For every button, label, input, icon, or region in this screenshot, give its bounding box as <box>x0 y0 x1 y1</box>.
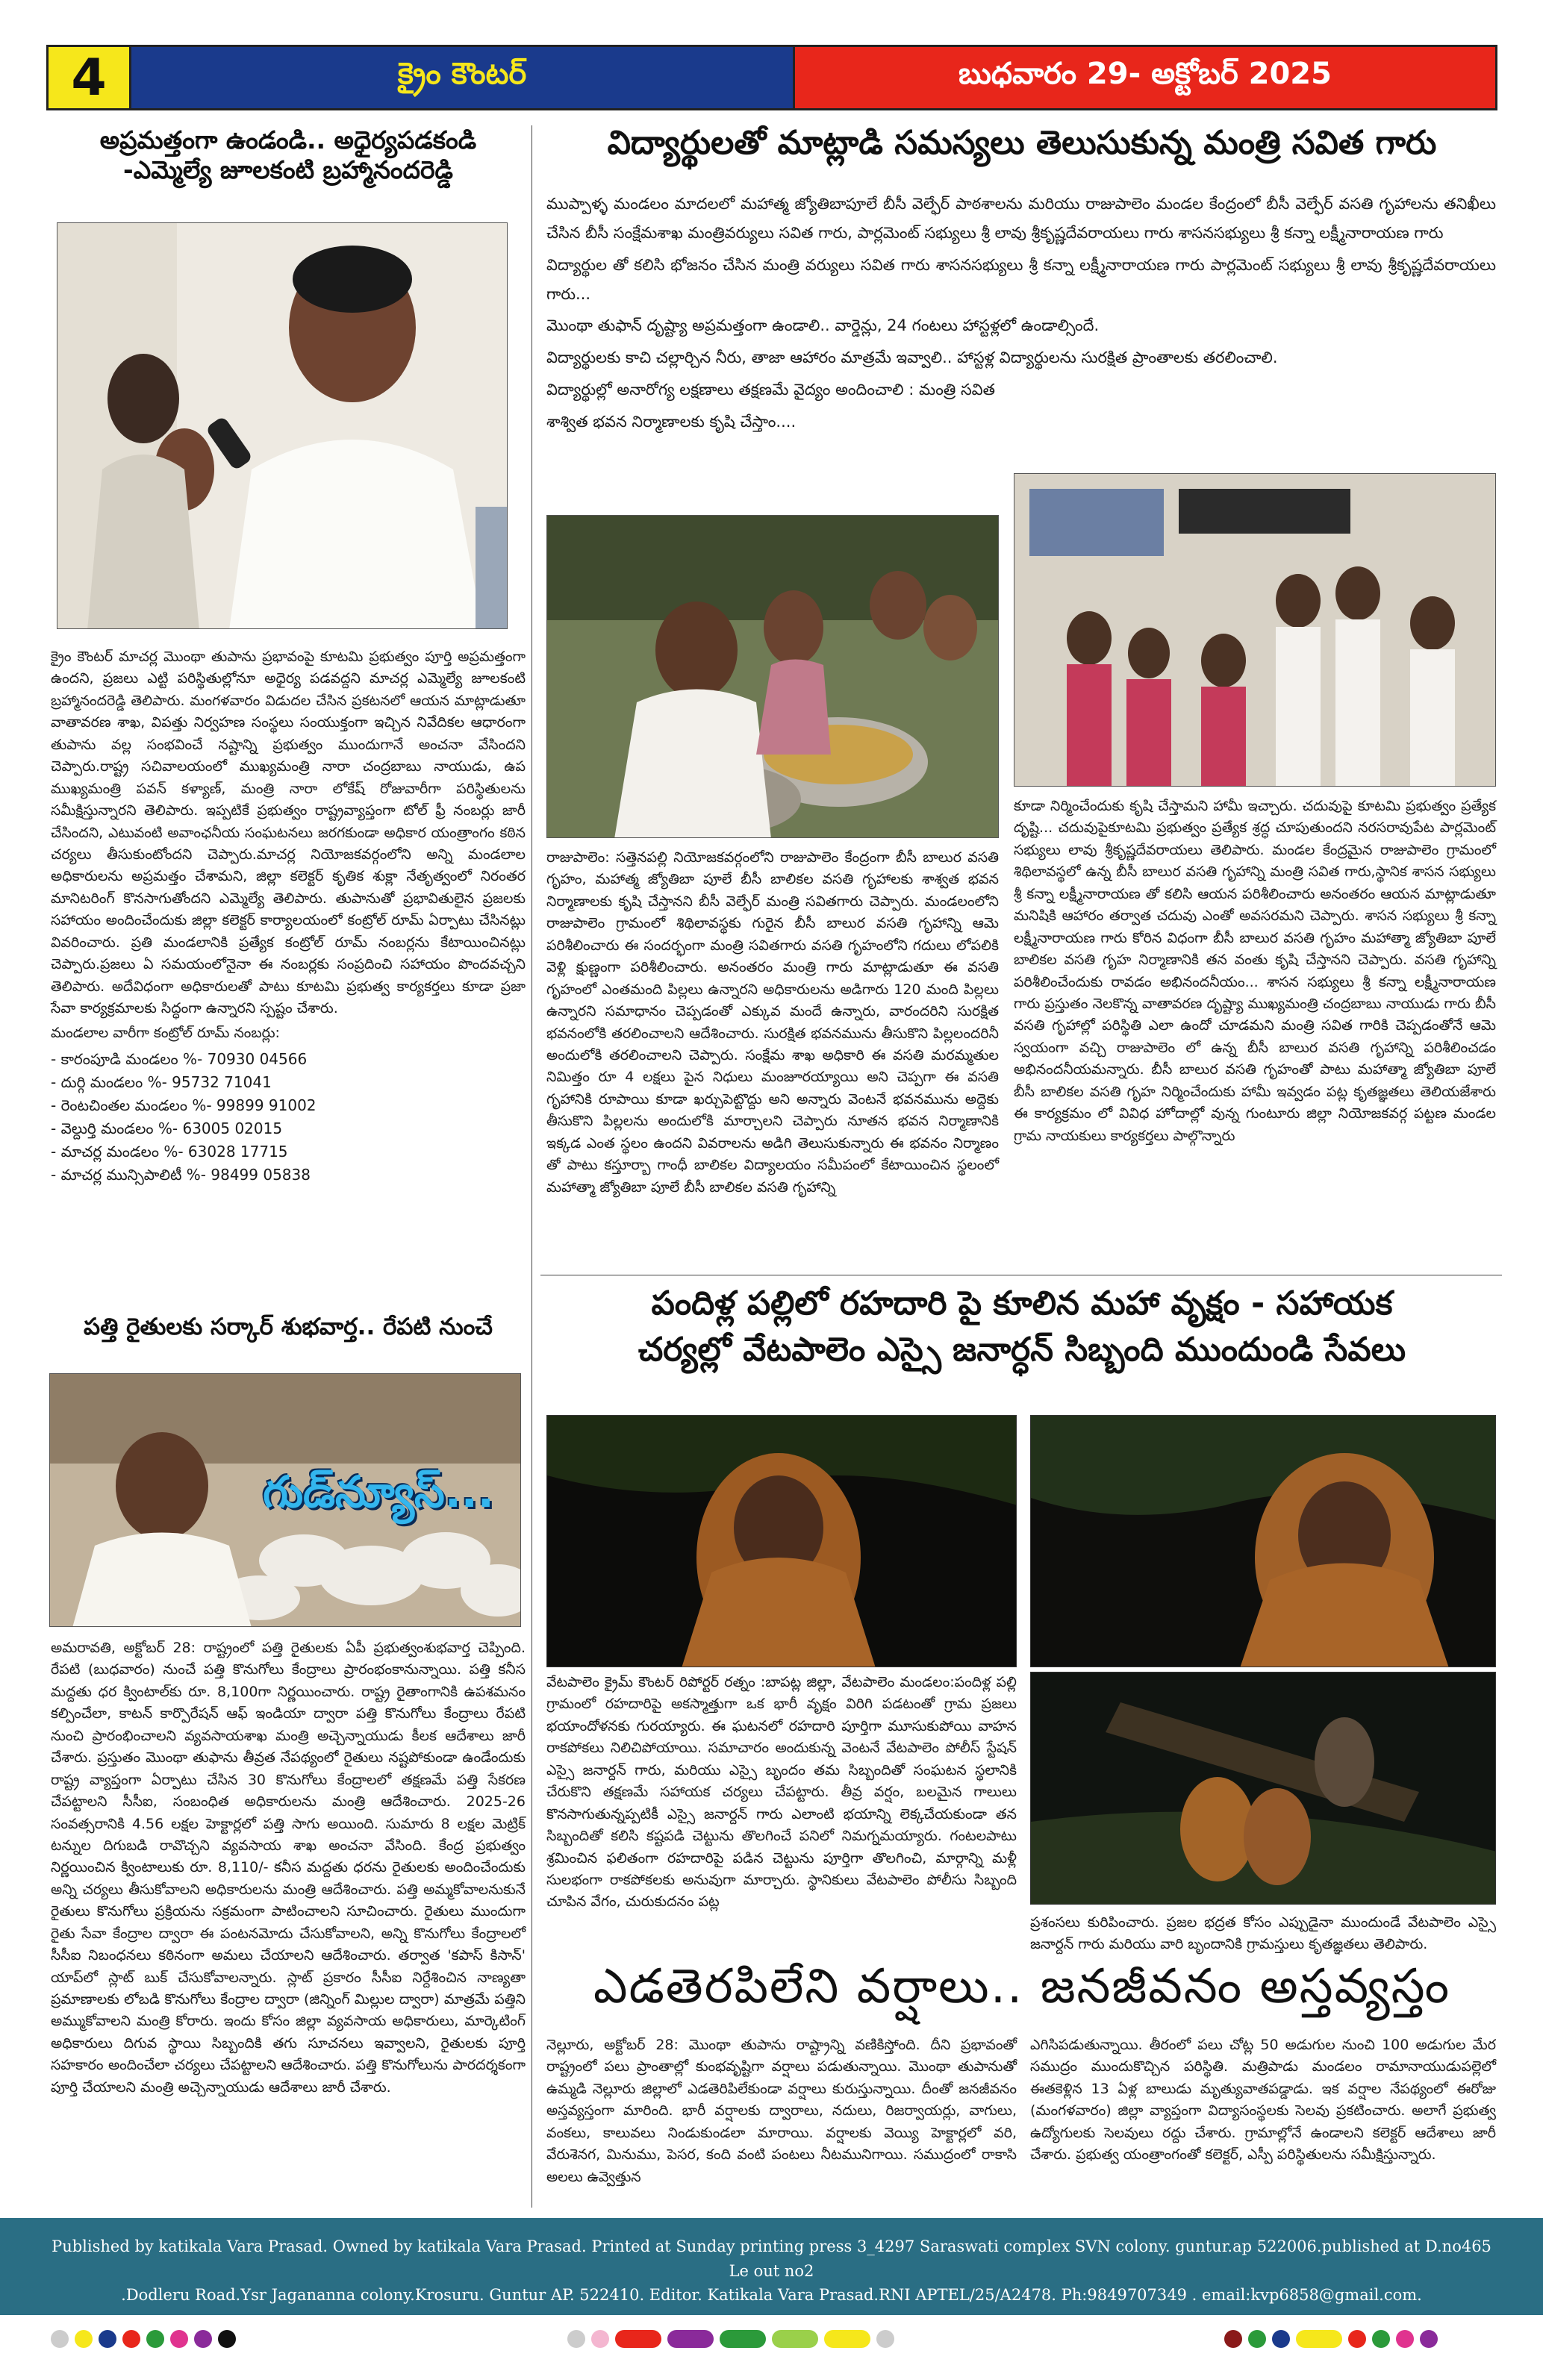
article2-headline: పత్తి రైతులకు సర్కార్ శుభవార్త.. రేపటి నుంచే <box>84 1314 493 1340</box>
mla-photo-illustration <box>57 223 508 629</box>
article5-col1: నెల్లూరు, అక్టోబర్ 28: మొంథా తుపాను రాష్ట్రాన్ని వణికిస్తోంది. దీని ప్రభావంతో రాష్ట్రంలో పలు ప్రాంతాల్లో కుంభవృష్టిగా వర్షాలు పడుతున్నాయి. మొంథా తుపానుతో ఉమ్మడి నెల్లూరు జిల్లాలో ఎడతెరిపిలేకుండా వర్షాలు కురుస్తున్నాయి. దీంతో జనజీవనం అస్తవ్యస్తంగా మారింది. భారీ వర్షాలకు ద్వారాలు, నదులు, రిజర్వాయర్లు, వాగులు, వంకలు, కాలువలు నిండుకుండలా మారాయి. వర్షాలకు వెయ్యి హెక్టార్లలో వరి, వేరుశెనగ, మినుము, పెసర, కంది వంటి పంటలు నీటమునిగాయి. సముద్రంలో రాకాసి అలలు ఉవ్వెత్తున <box>546 2037 1017 2185</box>
article1-headline-line2: -ఎమ్మెల్యే జూలకంటి బ్రహ్మానందరెడ్డి <box>123 154 453 184</box>
article4-caption: ప్రశంసలు కురిపించారు. ప్రజల భద్రత కోసం ఎప్పుడైనా ముందుండే వేటపాలెం ఎస్సై జనార్దన్ గారు మరియు వారి బృందానికి గ్రామస్తులు కృతజ్ఞతలు తెలిపారు. <box>1030 1914 1496 1953</box>
reg-dot <box>1248 2330 1266 2348</box>
article5-col2-block <box>1030 2034 1496 2170</box>
article3-intro-line: విద్యార్థుల తో కలిసి భోజనం చేసిన మంత్రి వర్యులు సవిత గారు శాసనసభ్యులు శ్రీ కన్నా లక్ష్మీనారాయణ గారు పార్లమెంట్ సభ్యులు శ్రీ లావు శ్రీకృష్ణదేవరాయలు గారు... <box>546 255 1496 303</box>
reg-dot <box>1348 2330 1366 2348</box>
registration-strip-left <box>51 2330 236 2348</box>
students-hostel-photo <box>1014 473 1496 787</box>
reg-dot <box>1224 2330 1242 2348</box>
reg-dot <box>876 2330 894 2348</box>
reg-dot <box>122 2330 140 2348</box>
reg-pill <box>720 2330 766 2348</box>
reg-dot <box>170 2330 188 2348</box>
article1-list-intro: మండలాల వారీగా కంట్రోల్ రూమ్ నంబర్లు: <box>51 1025 280 1042</box>
reg-dot <box>51 2330 69 2348</box>
good-news-overlay: గుడ్‌న్యూస్... <box>263 1466 494 1517</box>
article5-col2: ఎగిసిపడుతున్నాయి. తీరంలో పలు చోట్ల 50 అడుగుల నుంచి 100 అడుగుల మేర సముద్రం ముందుకొచ్చిన పరిస్థితి. మత్రిపాడు మండలం రామానాయుడుపల్లెలో ఈతకెళ్లిన 13 ఏళ్ల బాలుడు మృత్యువాతపడ్డాడు. ఇక వర్షాల నేపథ్యంలో ఈరోజు (మంగళవారం) జిల్లా వ్యాప్తంగా విద్యాసంస్థలకు సెలవు ప్రకటించారు. అలాగే ప్రభుత్వ ఉద్యోగులకు సెలవులు రద్దు చేశారు. గ్రామాల్లోనే ఉండాలని కలెక్టర్ ఆదేశాలు జారీ చేశారు. ప్రభుత్వ యంత్రాంగంతో కలెక్టర్, ఎస్పీ పరిస్థితులను సమీక్షిస్తున్నారు. <box>1030 2037 1496 2164</box>
cotton-farmers-photo <box>49 1373 521 1627</box>
issue-date: బుధవారం 29- అక్టోబర్ 2025 <box>958 57 1332 91</box>
rescue-photo-3-illustration <box>1031 1672 1496 1905</box>
article3-intro-block <box>546 190 1496 440</box>
article2-body: అమరావతి, అక్టోబర్ 28: రాష్ట్రంలో పత్తి రైతులకు ఏపీ ప్రభుత్వంశుభవార్త చెప్పింది. రేపటి (బుధవారం) నుంచే పత్తి కొనుగోలు కేంద్రాలు ప్రారంభంకానున్నాయి. పత్తి కనీస మద్దతు ధర క్వింటాల్‌కు రూ. 8,100గా నిర్ణయించారు. రాష్ట్ర రైతాంగానికి ఉపశమనం కల్పించేలా, కాటన్ కార్పొరేషన్ ఆఫ్ ఇండియా ద్వారా పత్తి కొనుగోలు కేంద్రాలు రేపటి నుంచి ప్రారంభించాలని వ్యవసాయశాఖ మంత్రి అచ్చెన్నాయుడు కీలక ఆదేశాలు జారీ చేశారు. ప్రస్తుతం మొంథా తుఫాను తీవ్రత నేపథ్యంలో రైతులు నష్టపోకుండా ఉండేందుకు రాష్ట్ర వ్యాప్తంగా ఏర్పాటు చేసిన 30 కొనుగోలు కేంద్రాలలో తక్షణమే పత్తి సేకరణ చేపట్టాలని సీసీఐ, సంబంధిత అధికారులను మంత్రి ఆదేశించారు. 2025-26 సంవత్సరానికి 4.56 లక్షల హెక్టార్లలో పత్తి సాగు అయింది. సుమారు 8 లక్షల మెట్రిక్ టన్నుల దిగుబడి రావొచ్చని వ్యవసాయ శాఖ అంచనా వేసింది. కేంద్ర ప్రభుత్వం నిర్ణయించిన క్వింటాలుకు రూ. 8,110/- కనీస మద్దతు ధరను రైతులకు అందించేందుకు అన్ని చర్యలు తీసుకోవాలని అధికారులను మంత్రి ఆదేశించారు. పత్తి అమ్మకోవాలనుకునే రైతులు కొనుగోలు ప్రక్రియను సక్రమంగా పాటించాలని సూచించారు. రైతులు ముందుగా రైతు సేవా కేంద్రాల ద్వారా ఈ పంటనమోదు చేసుకోవాలని, అన్ని కొనుగోలు కేంద్రాలలో సీసీఐ నిబంధనలు కఠినంగా అమలు చేయాలని ఆదేశించారు. తర్వాత 'కపాస్ కిసాన్' యాప్‌లో స్లాట్ బుక్ చేసుకోవాలన్నారు. స్లాట్ ప్రకారం సీసీఐ నిర్దేశించిన నాణ్యతా ప్రమాణాలకు లోబడి కొనుగోలు కేంద్రాల ద్వారా (జిన్నింగ్ మిల్లుల ద్వారా) మాత్రమే పత్తిని అమ్ముకోవాలని మంత్రి కోరారు. ఇందు కోసం జిల్లా వ్యవసాయ అధికారులు, మార్కెటింగ్ అధికారులు దిగువ స్థాయి సిబ్బందికి తగు సూచనలు ఇవ్వాలని, రైతులకు పూర్తి సహకారం అందించేలా చర్యలు చేపట్టాలని ఆదేశించారు. పత్తి కొనుగోలును పారదర్శకంగా పూర్తి చేయాలని మంత్రి అచ్చెన్నాయుడు ఆదేశాలు జారీ చేశారు. <box>51 1640 526 2096</box>
lunch-photo-illustration <box>547 516 999 838</box>
reg-dot <box>99 2330 116 2348</box>
phone-item: - కారంపూడి మండలం %- 70930 04566 <box>51 1049 308 1068</box>
article3-col1-block <box>546 847 999 1202</box>
article3-intro-line: విద్యార్థుల్లో అనారోగ్య లక్షణాలు తక్షణమే వైద్యం అందించాలి : మంత్రి సవిత <box>546 381 995 399</box>
reg-pill <box>615 2330 661 2348</box>
phone-item: - మాచర్ల మున్సిపాలిటీ %- 98499 05838 <box>51 1165 311 1184</box>
article4-headline-line1: పందిళ్ల పల్లిలో రహదారి పై కూలిన మహా వృక్షం - సహాయక <box>651 1284 1393 1322</box>
article1-body-block <box>51 646 526 1187</box>
article2-body-block <box>51 1637 526 2102</box>
date-banner <box>793 45 1497 110</box>
paper-name: క్రైం కౌంటర్ <box>397 57 527 91</box>
imprint-line1: Published by katikala Vara Prasad. Owned by katikala Vara Prasad. Printed at Sunday printing press 3_4297 Saraswati complex SVN colony. guntur.ap 522006.published at D.no465 Le out no2 <box>52 2237 1491 2280</box>
reg-dot <box>146 2330 164 2348</box>
tree-rescue-photo-2 <box>1030 1415 1496 1667</box>
article3-intro-line: విద్యార్థులకు కాచి చల్లార్చిన నీరు, తాజా ఆహారం మాత్రమే ఇవ్వాలి.. హాస్టళ్ల విద్యార్థులను సురక్షిత ప్రాంతాలకు తరలించాలి. <box>546 349 1278 367</box>
reg-pill <box>772 2330 818 2348</box>
paper-name-banner <box>131 45 793 110</box>
article3-intro-line: శాశ్విత భవన నిర్మాణాలకు కృషి చేస్తాం.... <box>546 412 797 431</box>
article3-intro-line: ముప్పాళ్ళ మండలం మాదలలో మహాత్మ జ్యోతిబాపూలే బీసీ వెల్ఫేర్ పాఠశాలను మరియు రాజుపాలెం మండల కేంద్రంలో బీసీ వెల్ఫేర్ వసతి గృహాలను తనిఖీలు చేసిన బీసీ సంక్షేమశాఖ మంత్రివర్యులు సవిత గారు, పార్లమెంట్ సభ్యులు శ్రీ లావు శ్రీకృష్ణదేవరాయలు గారు శాసనసభ్యులు శ్రీ కన్నా లక్ష్మీనారాయణ గారు <box>546 195 1496 242</box>
article1-headline <box>51 125 526 184</box>
reg-dot <box>1372 2330 1390 2348</box>
hostel-photo-illustration <box>1014 474 1496 787</box>
reg-dot <box>567 2330 585 2348</box>
page-number: 4 <box>46 45 131 110</box>
reg-pill <box>667 2330 714 2348</box>
article3-headline: విద్యార్థులతో మాట్లాడి సమస్యలు తెలుసుకున్న మంత్రి సవిత గారు <box>607 124 1437 162</box>
article1-body: క్రైం కౌంటర్ మాచర్ల మొంథా తుపాను ప్రభావంపై కూటమి ప్రభుత్వం పూర్తి అప్రమత్తంగా ఉందని, ప్రజలు ఎట్టి పరిస్థితుల్లోనూ అధైర్య పడవద్దని మాచర్ల ఎమ్మెల్యే జూలకంటి బ్రహ్మానందరెడ్డి తెలిపారు. మంగళవారం విడుదల చేసిన ప్రకటనలో ఆయన మాట్లాడుతూ వాతావరణ శాఖ, విపత్తు నిర్వహణ సంస్థలు సంయుక్తంగా ఇచ్చిన నివేదికల ఆధారంగా తుపాను వల్ల సంభవించే నష్టాన్ని ప్రభుత్వం ముందుగానే అంచనా వేసిందని చెప్పారు.రాష్ట్ర సచివాలయంలో ముఖ్యమంత్రి నారా చంద్రబాబు నాయుడు, ఉప ముఖ్యమంత్రి పవన్ కళ్యాణ్, మంత్రి నారా లోకేష్ రోజువారీగా పరిస్థితులను సమీక్షిస్తున్నారని తెలిపారు. ఇప్పటికే ప్రభుత్వం రాష్ట్రవ్యాప్తంగా టోల్ ఫ్రీ నంబర్లు జారీ చేసిందని, ఎటువంటి అవాంఛనీయ సంఘటనలు జరగకుండా అధికార యంత్రాంగం కఠిన చర్యలు తీసుకుంటోందని చెప్పారు.మాచర్ల నియోజకవర్గంలోని అన్ని మండలాల అధికారులను అప్రమత్తం చేశామని, జిల్లా కలెక్టర్ కృతిక శుక్లా నేతృత్వంలో నిరంతర మానిటరింగ్ కొనసాగుతోందని ఎమ్మెల్యే తెలిపారు. తుపానుతో ప్రభావితులైన ప్రజలకు సహాయం అందించేందుకు జిల్లా కలెక్టర్ కార్యాలయంలో కంట్రోల్ రూమ్ ఏర్పాటు చేసినట్లు వివరించారు. ప్రతి మండలానికి ప్రత్యేక కంట్రోల్ రూమ్ నంబర్లను కేటాయించినట్లు చెప్పారు.ప్రజలు ఏ సమయంలోనైనా ఈ నంబర్లకు సంప్రదించి సహాయం పొందవచ్చని తెలిపారు. అదేవిధంగా అధికారులతో పాటు కూటమి ప్రభుత్వ కార్యకర్తలు కూడా ప్రజా సేవా కార్యక్రమాలకు సిద్ధంగా ఉన్నారని స్పష్టం చేశారు. <box>51 649 526 1016</box>
reg-dot <box>75 2330 93 2348</box>
reg-dot <box>194 2330 212 2348</box>
article4-headline <box>540 1281 1503 1372</box>
rescue-photo-2-illustration <box>1031 1416 1496 1667</box>
mla-photo <box>57 222 508 629</box>
reg-dot <box>218 2330 236 2348</box>
reg-pill <box>824 2330 870 2348</box>
article3-intro-line: మొంథా తుఫాన్ దృష్ట్యా అప్రమత్తంగా ఉండాలి.. వార్డెన్లు, 24 గంటలు హాస్టళ్లలో ఉండాల్సిందే. <box>546 316 1100 335</box>
article4-body: వేటపాలెం క్రైమ్ కౌంటర్ రిపోర్టర్ రత్నం :బాపట్ల జిల్లా, వేటపాలెం మండలం:పందిళ్ల పల్లి గ్రామంలో రహదారిపై అకస్మాత్తుగా ఒక భారీ వృక్షం విరిగి పడటంతో గ్రామ ప్రజలు భయాందోళనకు గురయ్యారు. ఈ ఘటనలో రహదారి పూర్తిగా మూసుకుపోయి వాహన రాకపోకలు నిలిచిపోయాయి. సమాచారం అందుకున్న వెంటనే వేటపాలెం పోలీస్ స్టేషన్ ఎస్సై జనార్దన్ గారు, మరియు ఎస్సై బృందం తమ సిబ్బందితో సంఘటన స్థలానికి చేరుకొని తక్షణమే సహాయక చర్యలు చేపట్టారు. తీవ్ర వర్షం, బలమైన గాలులు కొనసాగుతున్నప్పటికీ ఎస్సై జనార్దన్ గారు ఎలాంటి భయాన్ని లెక్కచేయకుండా తన సిబ్బందితో కలిసి కష్టపడి చెట్టును తొలగించే పనిలో నిమగ్నమయ్యారు. గంటలపాటు శ్రమించిన ఫలితంగా రహదారిపై పడిన చెట్టును పూర్తిగా తొలగించి, మార్గాన్ని మళ్లీ సులభంగా రాకపోకలకు అనువుగా మార్చారు. స్థానికులు వేటపాలెం పోలీసు సిబ్బంది చూపిన వేగం, చురుకుదనం పట్ల <box>546 1674 1017 1911</box>
article3-col2-block <box>1014 796 1496 1150</box>
phone-item: - మాచర్ల మండలం %- 63028 17715 <box>51 1142 288 1161</box>
control-room-phone-list <box>51 1048 526 1187</box>
registration-strip-center <box>567 2330 894 2348</box>
imprint-line2: .Dodleru Road.Ysr Jagananna colony.Krosuru. Guntur AP. 522410. Editor. Katikala Vara Prasad.RNI APTEL/25/A2478. Ph:9849707349 . email:kvp6858@gmail.com. <box>121 2286 1422 2305</box>
article4-body-block <box>546 1672 1017 1917</box>
reg-dot <box>1420 2330 1438 2348</box>
article5-col1-block <box>546 2034 1017 2191</box>
rescue-photo-1-illustration <box>547 1416 1017 1667</box>
reg-dot <box>1272 2330 1290 2348</box>
reg-dot <box>591 2330 609 2348</box>
tree-rescue-photo-1 <box>546 1415 1017 1667</box>
article4-headline-line2: చర్యల్లో వేటపాలెం ఎస్సై జనార్ధన్ సిబ్బంది ముందుండి సేవలు <box>638 1330 1406 1369</box>
article3-col2: కూడా నిర్మించేందుకు కృషి చేస్తామని హామీ ఇచ్చారు. చదువుపై కూటమి ప్రభుత్వం ప్రత్యేక దృష్టి... చదువుపైకూటమి ప్రభుత్వం ప్రత్యేక శ్రద్ధ చూపుతుందని నరసరావుపేట పార్లమెంట్ సభ్యులు లావు శ్రీకృష్ణదేవరాయలు తెలిపారు. మండల కేంద్రమైన రాజుపాలెం గ్రామంలో శిథిలావస్థలో ఉన్న బీసీ బాలుర వసతి గృహాన్ని మంత్రి సవిత గారు,స్థానిక శాసన సభ్యులు శ్రీ కన్నా లక్ష్మీనారాయణ తో కలిసి ఆయన పరిశీలించారు అనంతరం ఆయన మాట్లాడుతూ మనిషికి ఆహారం తర్వాత చదువు ఎంతో అవసరమని చెప్పారు. శాసన సభ్యులు శ్రీ కన్నా లక్ష్మీనారాయణ గారు కోరిన విధంగా బీసీ బాలుర వసతి గృహం మహాత్మా జ్యోతిబా పూలే బాలికల వసతి గృహ నిర్మాణానికి తన వంతు కృషి చేస్తానని చెప్పారు. వసతి గృహాన్ని పరిశీలించేందుకు రావడం అభినందనీయం... శాసన సభ్యులు శ్రీ కన్నా లక్ష్మీనారాయణ గారు ప్రస్తుతం నెలకొన్న వాతావరణ దృష్ట్యా ముఖ్యమంత్రి చంద్రబాబు నాయుడు గారు బీసీ వసతి గృహాల్లో పరిస్థితి ఎలా ఉందో చూడమని మంత్రి సవిత గారికి చెప్పడంతోనే ఆమె స్వయంగా వచ్చి రాజుపాలెం లో ఉన్న బీసీ బాలుర వసతి గృహాన్ని పరిశీలించడం అభినందనీయమన్నారు. బీసీ బాలుర వసతి గృహంతో పాటు మహాత్మా జ్యోతిబా పూలే బీసీ బాలికల వసతి గృహ నిర్మించేందుకు హామీ ఇవ్వడం పట్ల కృతజ్ఞతలు తెలియజేశారు ఈ కార్యక్రమం లో వివిధ హోదాల్లో వున్న గుంటూరు జిల్లా నియోజకవర్గ పట్టణ మండల గ్రామ నాయకులు కార్యకర్తలు పాల్గొన్నారు <box>1014 798 1496 1144</box>
phone-item: - దుర్గి మండలం %- 95732 71041 <box>51 1072 272 1091</box>
article4-caption-block <box>1030 1912 1496 1959</box>
minister-lunch-photo <box>546 515 999 838</box>
article3-col1: రాజుపాలెం: సత్తెనపల్లి నియోజకవర్గంలోని రాజుపాలెం కేంద్రంగా బీసీ బాలుర వసతి గృహం, మహాత్మ జ్యోతిబా పూలే బీసీ బాలికల వసతి గృహాలకు శాశ్వత భవన నిర్మాణాలకు కృషి చేస్తానని బీసీ వెల్ఫేర్ మంత్రి సవితగారు చెప్పారు. మండలంలోని రాజుపాలెం గ్రామంలో శిథిలావస్థకు గురైన బీసీ బాలుర వసతి గృహాన్ని ఆమె పరిశీలించారు ఈ సందర్భంగా మంత్రి సవితగారు వసతి గృహంలోని గదులు లోపలికి వెళ్లి క్షుణ్ణంగా పరిశీలించారు. అనంతరం మంత్రి గారు మాట్లాడుతూ ఈ వసతి గృహంలో ఎంతమంది పిల్లలు ఉన్నారని అధికారులను అడిగారు 120 మంది పిల్లలు ఉన్నారని సమాధానం చెప్పడంతో ఎక్కువ మందే ఉన్నారు, వారందరిని సురక్షిత భవనంలోకి తరలించాలని ఆదేశించారు. సురక్షిత భవనమును తీసుకొని పిల్లలందరినీ అందులోకి తరలించాలని చెప్పారు. సంక్షేమ శాఖ అధికారి ఈ వసతి మరమ్మతుల నిమిత్తం రూ 4 లక్షలు పైన నిధులు మంజూరయ్యాయి అని చెప్పగా ఈ వసతి గృహానికి రూపాయి కూడా ఖర్చుపెట్టొద్దు అని అన్నారు వెంటనే భవనమును అద్దెకు తీసుకొని పిల్లలను అందులోకి మార్చాలని చెప్పారు నూతన భవన నిర్మాణానికి ఇక్కడ ఎంత స్థలం ఉందని వివరాలను అడిగి తెలుసుకున్నారు ఈ భవనం నిర్మాణం తో పాటు కస్తూర్బా గాంధీ బాలికల విద్యాలయం సమీపంలో కేటాయించిన స్థలంలో మహాత్మా జ్యోతిబా పూలే బీసీ బాలికల వసతి గృహాన్ని <box>546 849 999 1196</box>
reg-pill <box>1296 2330 1342 2348</box>
reg-dot <box>1396 2330 1414 2348</box>
phone-item: - రెంటచింతల మండలం %- 99899 91002 <box>51 1096 317 1114</box>
imprint-footer <box>0 2218 1543 2315</box>
registration-strip-right <box>1224 2330 1438 2348</box>
article5-headline: ఎడతెరపిలేని వర్షాలు.. జనజీవనం అస్తవ్యస్తం <box>593 1959 1451 2014</box>
article1-headline-line1: అప్రమత్తంగా ఉండండి.. అధైర్యపడకండి <box>99 125 477 154</box>
phone-item: - వెల్దుర్తి మండలం %- 63005 02015 <box>51 1119 283 1137</box>
tree-rescue-photo-3 <box>1030 1672 1496 1905</box>
